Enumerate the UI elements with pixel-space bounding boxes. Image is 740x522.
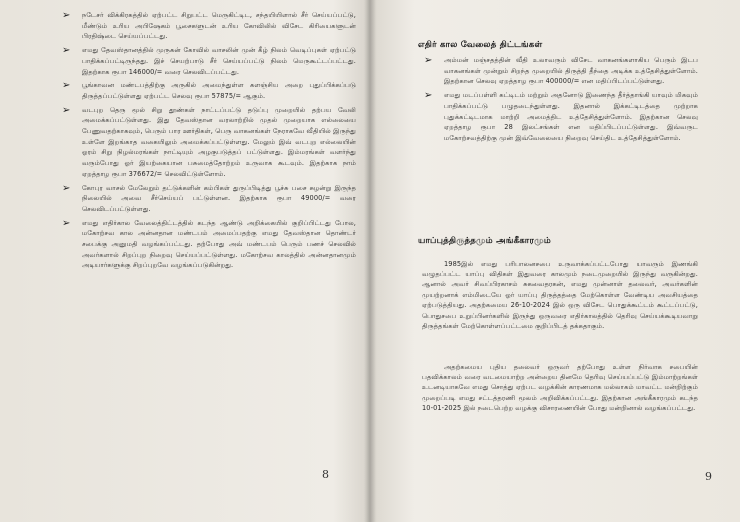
bullet-text: வடபுற தெரு மூல் சிறு தூண்கள் நாட்டப்பட்டு தடுப்பு முறையில் தற்பய வேலி அமைக்கப்பட்டுள்ளது. இது தேவஸ்தான வரலாற்றில் முதல் முறையாக எல்லையை பேணுவதற்காகவும், பெரும் பார ஊர்திகள், பெரு வாகனங்கள் நேராகவே வீதியில் இருந்து உள்ளே இறங்காத வகையிலும் அமைக்கப்பட்டுள்ளது. மேலும் இவ் வடபுற எல்லையின் ஓரம் சிறு நிழல்மரங்கள் நாட்டியும் அழகுபடுத்தப் பட்டுள்ளது. இம்மரங்கள் வளர்ந்து வரும்போது ஓர் இயற்கையான பசுமைத்தோற்றம் உருவாக கூடவும். இதற்காக நாம் ஏறத்தாழ ரூபா 376672/= செலவிட்டுள்ளோம். xyxy=(82,105,356,178)
constitution-paragraph-2: அதற்கமைய புதிய தலைவர் ஒருவர் தற்போது உள்ள நிர்வாக சபையின் பதவிக்காலம் வரை வடமையாற்ற அன்றைய தினமே தெரிவு செய்யப்பட்டு இம்மாற்றங்கள் உடனடியாகவே எமது சொத்து ஏற்பட வழக்கின் காரணமாக மல்லாகம் மாவட்ட மன்றிற்கும் முறைப்படி எமது சட்டத்தரணி மூலம் அறிவிக்கப்பட்டது. இதற்கான அங்கீகாரமும் கடந்த 10-01-2025 இல் நடைபெற்ற வழக்கு விசாரணையின் போது மன்றினால் வழங்கப்பட்டது. xyxy=(422,362,698,413)
diamond-arrow-bullet-icon: ➢ xyxy=(424,90,433,102)
bullet-text: எமது தேவஸ்தானத்தில் முருகன் கோவில் வாசலின் முன் கீழ் நிலம் வெடிப்புகள் ஏற்பட்டு பாதிக்கப்பட்டிருந்தது. இச் செயற்பாடு சீர் செய்யப்பட்டு நிலம் மெருகூட்டப்பட்டது. இதற்காக ரூபா 146000/= வரை செலவிடப்பட்டது. xyxy=(82,46,356,76)
section-heading-constitution: யாப்புத்திருத்தமும் அங்கீகாரமும் xyxy=(418,236,551,246)
diamond-arrow-bullet-icon: ➢ xyxy=(62,80,71,92)
bullet-text: கோபுர வாசல் மேலேறும் தட்டுக்களின் கம்பிகள் துருப்பிடித்து பூச்சு பசை சுழன்று இருந்த நிலையில் அவை சீர்செய்யப் பட்டுள்ளன. இதற்காக ரூபா 49000/= வரை செலவிடப்பட்டுள்ளது. xyxy=(82,183,356,213)
list-item xyxy=(58,45,356,77)
left-bullet-list xyxy=(58,10,356,274)
page-number-right: 9 xyxy=(705,470,712,483)
diamond-arrow-bullet-icon: ➢ xyxy=(62,45,71,57)
bullet-text: நடேசர் விக்கிரகத்தில் ஏற்பட்ட சிறுபட்ட மெருகிட்டிட, சந்தயியிளால் சீர் செய்யப்பட்டு, மீண்டும் உரிய அபிஷேகம் பூசைகளுடன் உரிய கோவிலில் விசேட கிரியைகளுடன் பிரதிஷ்டை செய்யப்பட்டது. xyxy=(82,11,356,41)
bullet-text: அம்மன் மஞ்சதத்தின் வீதி உலாவரும் விசேட வாகனங்களாகிய பெரும் இடப வாகனங்கள் முன்றும் சிறந்த முறையில் திருத்தி தீந்தை அடிக்க உத்தேசித்துள்ளோம். இதற்கான செலவு ஏறத்தாழ ரூபா 400000/= என மதிப்பிடப்பட்டுள்ளது. xyxy=(444,56,698,86)
diamond-arrow-bullet-icon: ➢ xyxy=(62,104,71,116)
right-bullet-list xyxy=(420,55,698,147)
constitution-paragraph-1: 1985இல் எமது பரிபாலனசபை உருவாக்கப்பட்டபோது யாவரும் இணங்கி வழுதப்பட்ட யாப்பு விதிகள் இதுவரை காலமும் நடைமுறையில் இருந்து வருகின்றது. ஆனால் அவர் சிவப்பிரகாசம் சுகவைதரகன், எமது முன்னாள் தலைவர், அவர்களின் முயற்றனாக் எம்மிடையே ஓர் யாப்பு திருத்தத்தை மேற்கொள்ள வேண்டிய அவசியத்தை ஏற்படுத்தியது. அதற்கமைய 26-10-2024 இல் ஒரு விசேட பொதுக்கூட்டம் கூட்டப்பட்டு, பொதுசபை உறுப்பினர்களில் இருந்து ஒருவரை எதிர்காலத்தில் தெரிவு செய்யக்கூடியவாறு திருத்தங்கள் மேற்கொள்ளப்பட்டமை குறிப்பிடத் தக்கதாகும். xyxy=(422,259,698,331)
diamond-arrow-bullet-icon: ➢ xyxy=(424,55,433,66)
list-item xyxy=(58,10,356,42)
list-item xyxy=(58,80,356,101)
bullet-text: எமது எதிர்கால வேலைத்திட்டத்தில் கடந்த ஆண்டு அறிக்கையில் குறிப்பிட்டது போல, மகோற்சவ கால அன்னதான மண்டபம் அமைப்பதற்கு எமது தேவஸ்தான தொண்டர் சபைக்கு அனுமதி வழங்கப்பட்டது. தற்போது அவ் மண்டபம் பெரும் பணச் செலவில் அவர்களால் சிறப்புற நிறைவு செய்யப்பட்டுள்ளது. மகோற்சவ காலத்தில் அன்னதானமும் அடியார்களுக்கு சிறப்புறவே வழங்கப்படுகின்றது. xyxy=(82,218,356,270)
list-item xyxy=(58,183,356,215)
list-item xyxy=(58,105,356,180)
diamond-arrow-bullet-icon: ➢ xyxy=(62,217,71,229)
diamond-arrow-bullet-icon: ➢ xyxy=(62,182,71,194)
list-item xyxy=(420,90,698,144)
section-heading-future-plans: எதிர் கால வேலைத் திட்டங்கள் xyxy=(418,40,543,50)
left-page xyxy=(0,0,368,522)
bullet-text: பூங்காவன மண்டபத்திற்கு அருகில் அமைந்துள்ள களஞ்சிய அறை புதுப்பிக்கப்படு திருத்தப்பட்டுள்ளது ஏற்பட்ட செலவு ரூபா 57875/= ஆகும். xyxy=(82,81,356,100)
bullet-text: எமது மடப்பள்ளி கட்டிடம் மற்றும் அதனோடு இணைந்த தீர்த்தாங்கி யாவும் மிகவும் பாதிக்கப்பட்டு பழுதடைந்துள்ளது. இதனால் இக்கட்டிடத்தை முற்றாக புதுக்கட்டிடமாக மாற்றி அமைத்திட உத்தேசித்துள்ளோம். இதற்கான செலவு ஏறத்தாழ ரூபா 28 இலட்சங்கள் என மதிப்பிடப்பட்டுள்ளது. இவ்வருட மகோற்சவத்திற்கு முன் இவ்வேலையை நிறைவு செய்திட உத்தேசித்துள்ளோம். xyxy=(444,91,698,142)
page-number-left: 8 xyxy=(322,468,329,481)
list-item xyxy=(58,218,356,272)
list-item xyxy=(420,55,698,87)
diamond-arrow-bullet-icon: ➢ xyxy=(62,10,71,21)
